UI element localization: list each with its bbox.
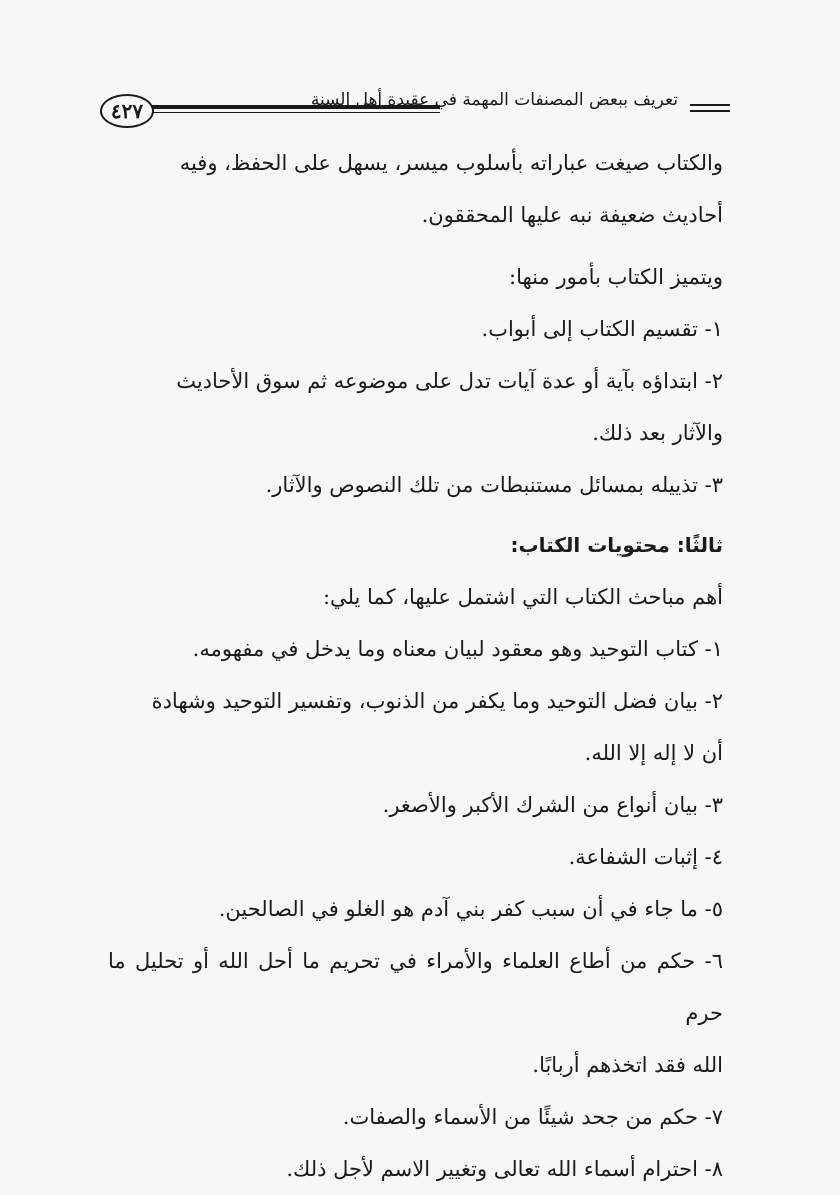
contents-item-5: ٥- ما جاء في أن سبب كفر بني آدم هو الغلو في الصالحين. [218, 897, 723, 921]
feature-item-2-cont: والآثار بعد ذلك. [592, 421, 723, 445]
features-intro: ويتميز الكتاب بأمور منها: [509, 265, 723, 289]
contents-item-2-cont: أن لا إله إلا الله. [584, 741, 723, 765]
contents-item-6-cont: الله فقد اتخذهم أربابًا. [532, 1053, 723, 1077]
feature-item-1: ١- تقسيم الكتاب إلى أبواب. [481, 317, 723, 341]
running-title: تعريف ببعض المصنفات المهمة في عقيدة أهل السنة [310, 90, 678, 110]
contents-intro: أهم مباحث الكتاب التي اشتمل عليها، كما يلي: [322, 585, 723, 609]
running-header [100, 90, 730, 134]
feature-item-3: ٣- تذييله بمسائل مستنبطات من تلك النصوص والآثار. [265, 473, 723, 497]
page-number: ٤٢٧ [100, 94, 154, 128]
body-line: والكتاب صيغت عباراته بأسلوب ميسر، يسهل على الحفظ، وفيه [179, 151, 723, 175]
contents-item-2: ٢- بيان فضل التوحيد وما يكفر من الذنوب، وتفسير التوحيد وشهادة [151, 689, 723, 713]
contents-item-7: ٧- حكم من جحد شيئًا من الأسماء والصفات. [342, 1105, 723, 1129]
feature-item-2: ٢- ابتداؤه بآية أو عدة آيات تدل على موضوعه ثم سوق الأحاديث [176, 369, 723, 393]
contents-item-6: ٦- حكم من أطاع العلماء والأمراء في تحريم ما أحل الله أو تحليل ما حرم [108, 949, 723, 1025]
page-body [108, 137, 723, 1195]
contents-item-3: ٣- بيان أنواع من الشرك الأكبر والأصغر. [382, 793, 723, 817]
contents-item-4: ٤- إثبات الشفاعة. [568, 845, 723, 869]
contents-item-1: ١- كتاب التوحيد وهو معقود لبيان معناه وما يدخل في مفهومه. [192, 637, 723, 661]
contents-item-8: ٨- احترام أسماء الله تعالى وتغيير الاسم لأجل ذلك. [286, 1157, 723, 1181]
header-ornament [690, 104, 730, 112]
body-line: أحاديث ضعيفة نبه عليها المحققون. [421, 203, 723, 227]
section-heading: ثالثًا: محتويات الكتاب: [510, 533, 723, 557]
